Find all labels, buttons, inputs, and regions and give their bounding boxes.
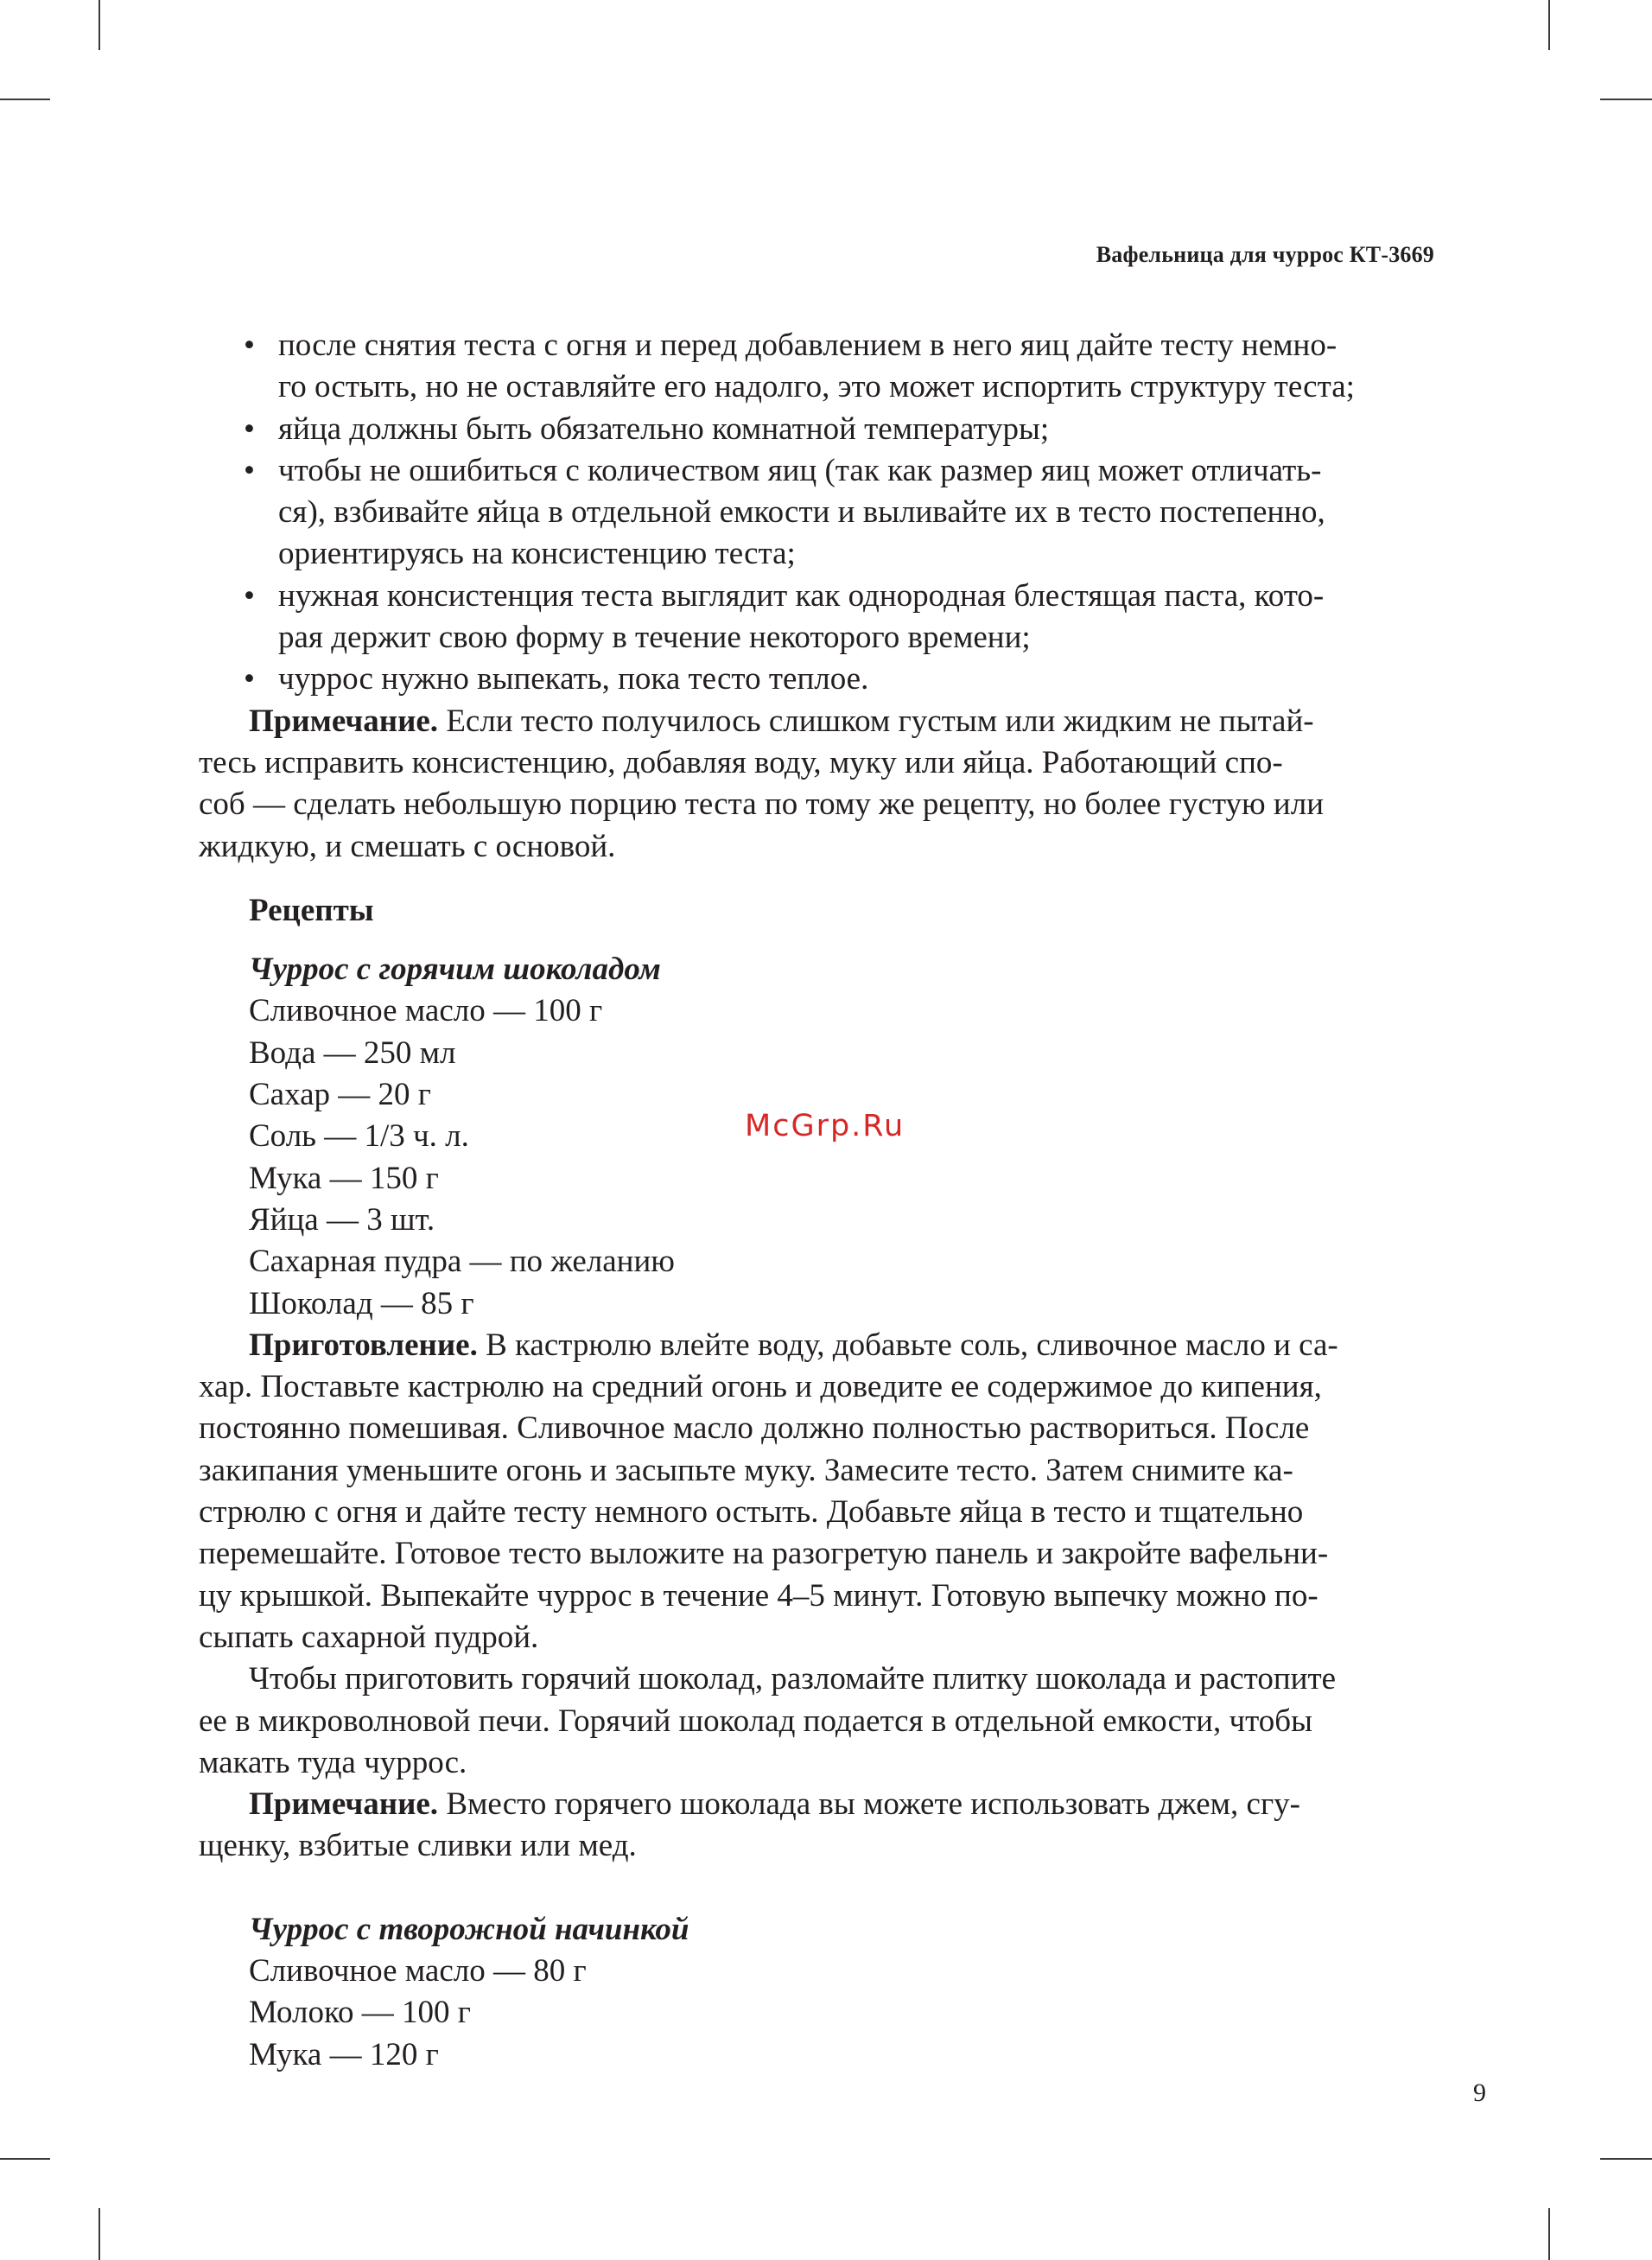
crop-mark [1600, 99, 1652, 100]
line: яйца должны быть обязательно комнатной температуры; [278, 411, 1050, 447]
line: го остыть, но не оставляйте его надолго, это может испортить структуру теста; [278, 369, 1355, 405]
line: чуррос нужно выпекать, пока тесто теплое. [278, 661, 869, 697]
ingredient-item: Соль — 1/3 ч. л. [249, 1118, 469, 1155]
line: нужная консистенция теста выглядит как однородная блестящая паста, кото- [278, 577, 1325, 614]
bullet-icon: • [244, 411, 255, 447]
ingredient-item: Мука — 120 г [249, 2036, 439, 2072]
watermark: McGrp.Ru [745, 1109, 905, 1143]
line: соб — сделать небольшую порцию теста по тому же рецепту, но более густую или [199, 786, 1324, 823]
line: рая держит свою форму в течение некоторого времени; [278, 620, 1031, 656]
list-item [199, 450, 1434, 576]
line: хар. Поставьте кастрюлю на средний огонь и доведите ее содержимое до кипения, [199, 1369, 1322, 1405]
line: макать туда чуррос. [199, 1744, 467, 1780]
ingredient-item: Шоколад — 85 г [249, 1285, 474, 1321]
line: ориентируясь на консистенцию теста; [278, 536, 796, 572]
ingredient-item: Сахар — 20 г [249, 1077, 431, 1113]
note-paragraph [199, 1784, 1434, 1868]
line: ее в микроволновой печи. Горячий шоколад подается в отдельной емкости, чтобы [199, 1703, 1312, 1739]
page-content [199, 325, 1434, 2076]
ingredient-item: Мука — 150 г [249, 1160, 439, 1196]
note-label: Примечание. [249, 703, 439, 739]
tips-list [199, 325, 1434, 701]
line: В кастрюлю влейте воду, добавьте соль, сливочное масло и са- [477, 1327, 1338, 1363]
ingredient-item: Вода — 250 мл [249, 1035, 456, 1071]
line: тесь исправить консистенцию, добавляя воду, муку или яйца. Работающий спо- [199, 744, 1283, 780]
note-paragraph [199, 701, 1434, 868]
recipe-title: Чуррос с горячим шоколадом [249, 952, 661, 988]
page-number: 9 [1473, 2079, 1486, 2107]
line: перемешайте. Готовое тесто выложите на разогретую панель и закройте вафельни- [199, 1536, 1329, 1572]
crop-mark [0, 99, 50, 100]
recipes-heading: Рецепты [249, 892, 374, 928]
ingredient-item: Сливочное масло — 100 г [249, 993, 603, 1029]
preparation-label: Приготовление. [249, 1327, 478, 1363]
list-item [199, 576, 1434, 659]
line: цу крышкой. Выпекайте чуррос в течение 4–5 минут. Готовую выпечку можно по- [199, 1577, 1318, 1614]
line: ся), взбивайте яйца в отдельной емкости и выливайте их в тесто постепенно, [278, 494, 1325, 531]
bullet-icon: • [244, 452, 255, 488]
preparation-paragraph [199, 1325, 1434, 1658]
line: щенку, взбитые сливки или мед. [199, 1828, 637, 1864]
bullet-icon: • [244, 328, 255, 363]
crop-mark [1600, 2158, 1652, 2160]
crop-mark [0, 2158, 50, 2160]
crop-mark [98, 0, 100, 50]
ingredient-item: Сливочное масло — 80 г [249, 1952, 587, 1989]
crop-mark [1548, 2208, 1550, 2260]
line: жидкую, и смешать с основой. [199, 828, 616, 864]
bullet-icon: • [244, 577, 255, 614]
bullet-icon: • [244, 661, 255, 697]
crop-mark [1548, 0, 1550, 50]
line: чтобы не ошибиться с количеством яиц (так как размер яиц может отличать- [278, 452, 1322, 488]
note-label: Примечание. [249, 1786, 439, 1823]
line: постоянно помешивая. Сливочное масло должно полностью раствориться. После [199, 1410, 1310, 1447]
ingredients-list [199, 990, 1434, 1324]
ingredient-item: Молоко — 100 г [249, 1995, 471, 2031]
line: закипания уменьшите огонь и засыпьте муку. Замесите тесто. Затем снимите ка- [199, 1452, 1293, 1488]
line: стрюлю с огня и дайте тесту немного остыть. Добавьте яйца в тесто и тщательно [199, 1494, 1304, 1531]
line: Чтобы приготовить горячий шоколад, разломайте плитку шоколада и растопите [249, 1661, 1337, 1697]
chocolate-paragraph [199, 1658, 1434, 1784]
ingredient-item: Сахарная пудра — по желанию [249, 1244, 675, 1280]
line: Если тесто получилось слишком густым или жидким не пытай- [438, 703, 1314, 739]
recipe-title: Чуррос с творожной начинкой [249, 1911, 689, 1947]
running-head: Вафельница для чуррос КТ-3669 [1096, 242, 1434, 267]
line: после снятия теста с огня и перед добавлением в него яиц дайте тесту немно- [278, 328, 1337, 363]
list-item [199, 325, 1434, 409]
list-item [199, 659, 1434, 700]
line: Вместо горячего шоколада вы можете использовать джем, сгу- [438, 1786, 1300, 1823]
list-item [199, 409, 1434, 450]
crop-mark [98, 2208, 100, 2260]
line: сыпать сахарной пудрой. [199, 1619, 539, 1655]
ingredients-list [199, 1951, 1434, 2076]
ingredient-item: Яйца — 3 шт. [249, 1201, 435, 1238]
